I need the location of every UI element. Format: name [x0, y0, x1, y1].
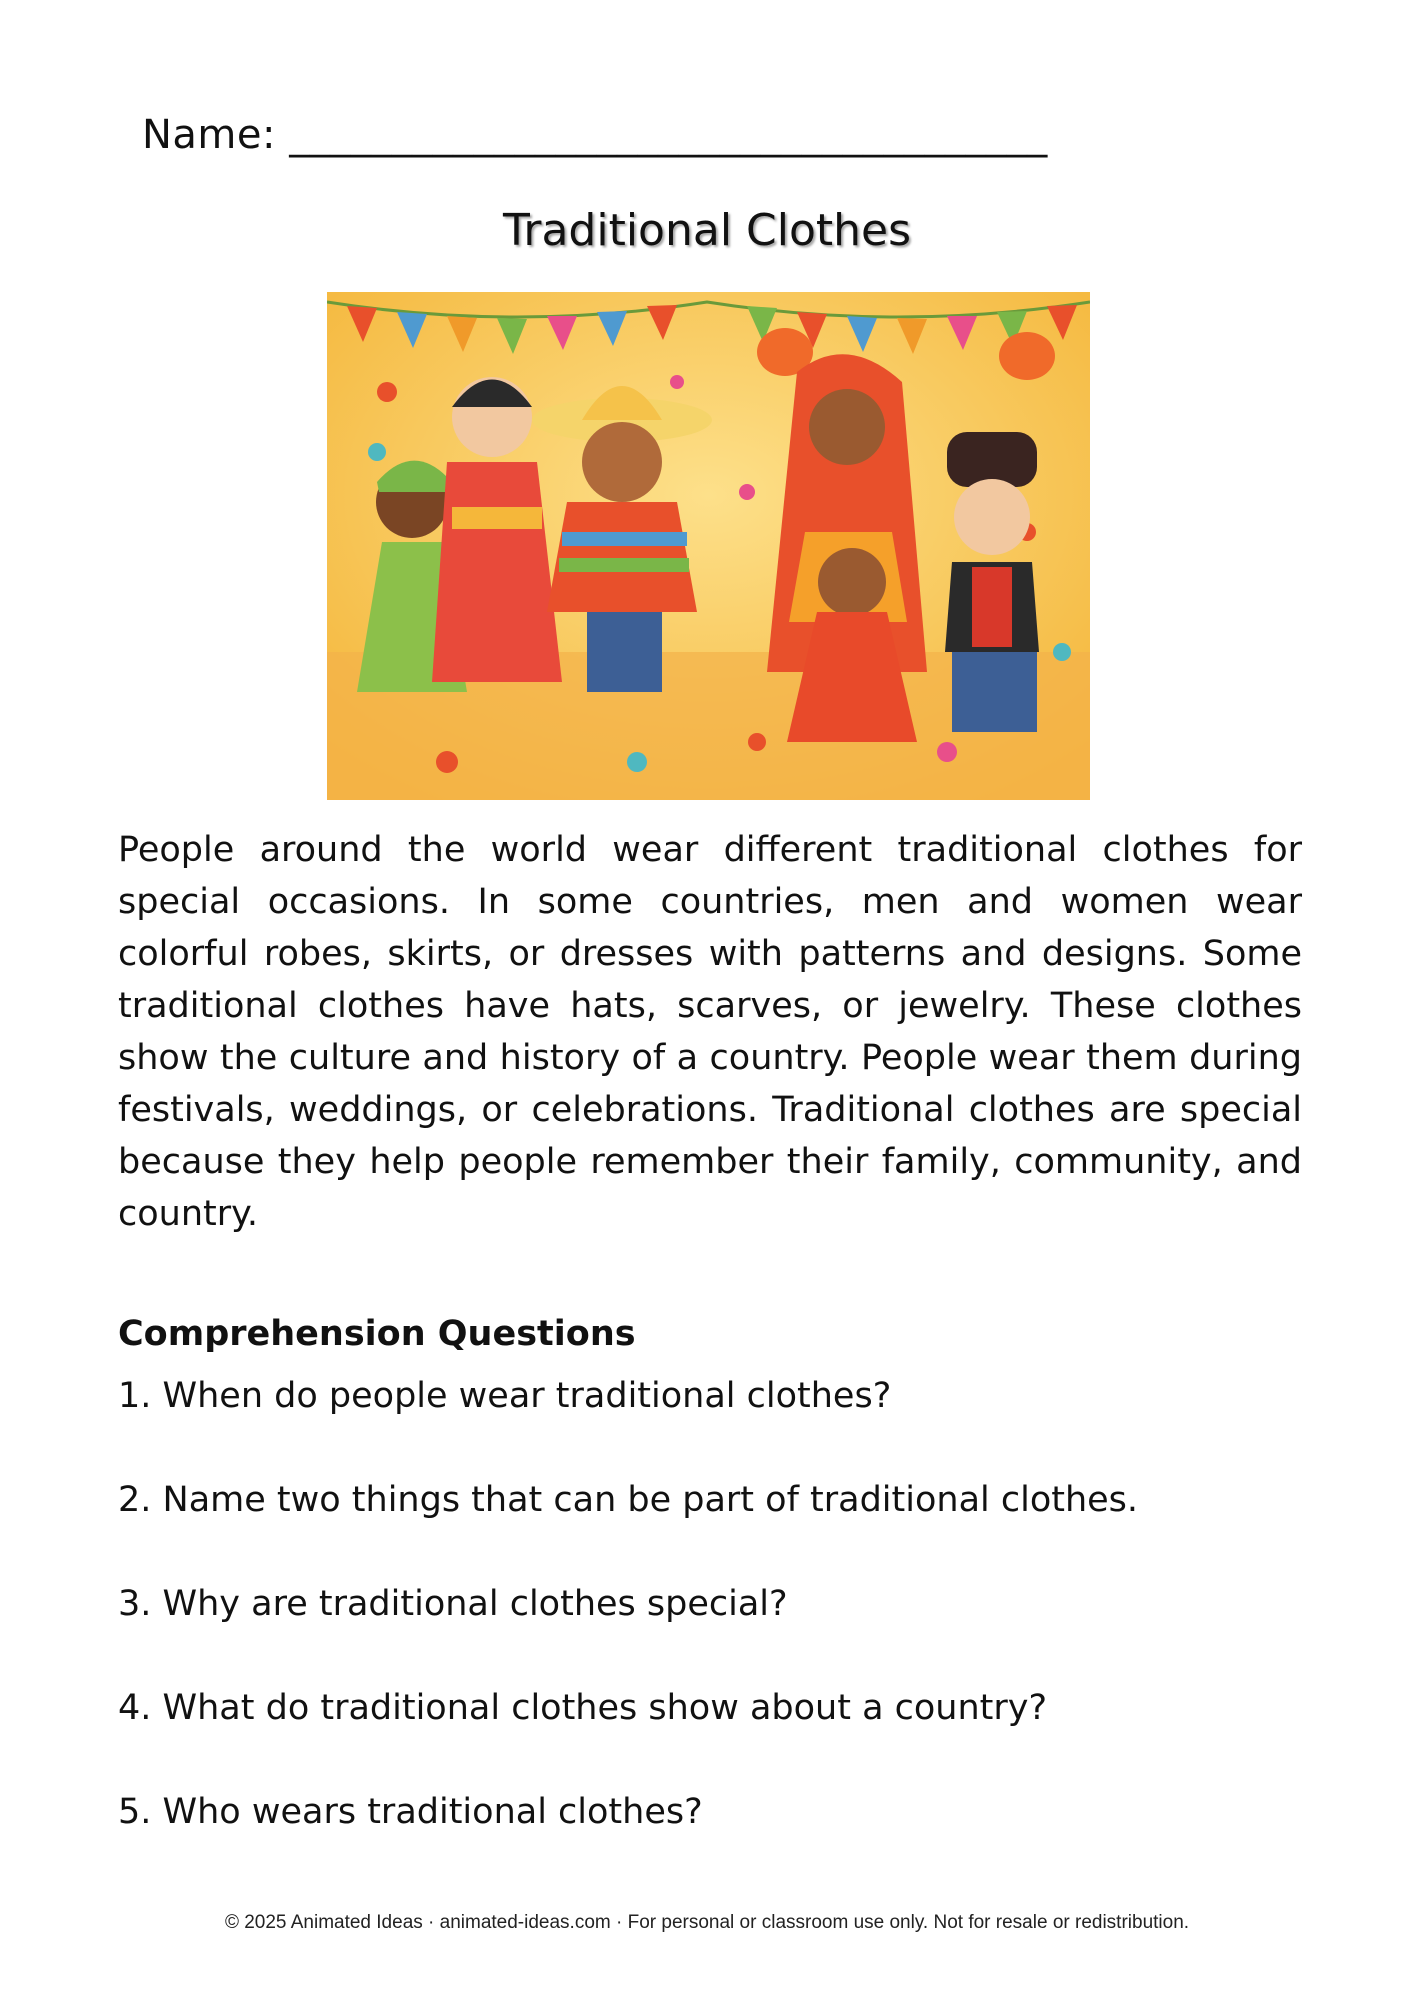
questions-heading: Comprehension Questions — [118, 1314, 636, 1354]
questions-list — [118, 1372, 1318, 1892]
question-item: 2. Name two things that can be part of traditional clothes. — [118, 1480, 1139, 1520]
children-in-traditional-clothes-illustration — [327, 292, 1090, 800]
illustration — [327, 292, 1090, 800]
question-item: 1. When do people wear traditional clothes? — [118, 1376, 892, 1416]
question-item: 3. Why are traditional clothes special? — [118, 1584, 788, 1624]
reading-passage: People around the world wear different traditional clothes for special occasions. In some countries, men and women wear colorful robes, skirts, or dresses with patterns and designs. Some traditional clothes have hats, scarves, or jewelry. These clothes show the culture and history of a country. People wear them during festivals, weddings, or celebrations. Traditional clothes are special because they help people remember their family, community, and country. — [118, 830, 1302, 1234]
name-field-label: Name: _____________________________________ — [142, 112, 1048, 158]
page-title: Traditional Clothes — [502, 205, 912, 256]
question-item: 5. Who wears traditional clothes? — [118, 1792, 703, 1832]
question-item: 4. What do traditional clothes show about a country? — [118, 1688, 1048, 1728]
copyright-footer: © 2025 Animated Ideas · animated-ideas.com · For personal or classroom use only. Not for resale or redistribution. — [224, 1912, 1190, 1933]
